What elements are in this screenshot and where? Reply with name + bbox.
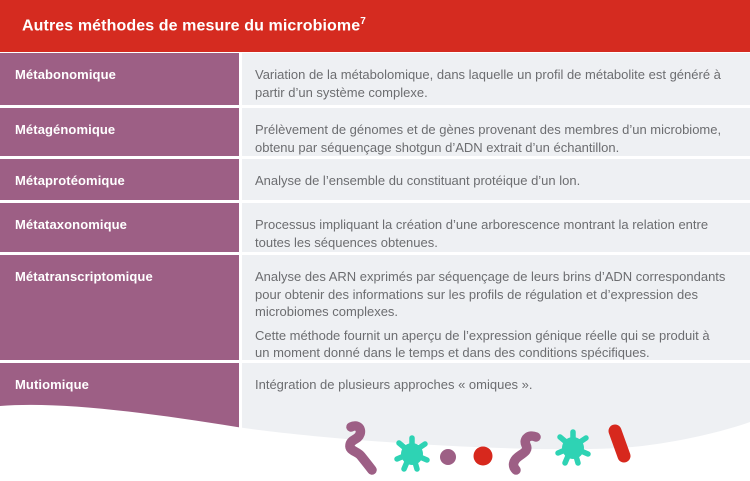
page-title-text: Autres méthodes de mesure du microbiome	[22, 17, 361, 35]
title-footnote-marker: 7	[360, 16, 366, 28]
method-cell: Métataxonomique	[0, 203, 239, 252]
methods-table	[0, 53, 750, 451]
method-cell: Métagénomique	[0, 108, 239, 156]
wave-divider	[0, 395, 750, 481]
method-cell: Métabonomique	[0, 53, 239, 105]
table-row	[0, 255, 750, 360]
description-cell	[242, 203, 750, 252]
method-cell: Métatranscriptomique	[0, 255, 239, 360]
description-paragraph: Prélèvement de génomes et de gènes provenant des membres d’un microbiome, obtenu par séquençage shotgun d’ADN extrait d’un échantillon.	[255, 122, 722, 155]
description-cell	[242, 255, 750, 360]
description-paragraph: Variation de la métabolomique, dans laquelle un profil de métabolite est généré à partir d’un système complexe.	[255, 67, 721, 100]
description-paragraph: Processus impliquant la création d’une arborescence montrant la relation entre toutes les séquences obtenues.	[255, 217, 709, 250]
table-row	[0, 108, 750, 156]
description-cell	[242, 108, 750, 156]
description-cell	[242, 53, 750, 105]
description-paragraph: Analyse de l’ensemble du constituant protéique d’un lon.	[255, 173, 581, 188]
table-row	[0, 203, 750, 252]
header-bar	[0, 0, 750, 52]
description-paragraph: Intégration de plusieurs approches « omiques ».	[255, 377, 533, 392]
method-cell: Métaprotéomique	[0, 159, 239, 200]
method-cell: Mutiomique	[0, 363, 239, 451]
page-title	[22, 16, 366, 35]
table-row	[0, 53, 750, 105]
description-paragraph: Cette méthode fournit un aperçu de l’expression génique réelle qui se produit à un moment donné dans le temps et dans des conditions spécifiques.	[255, 327, 710, 360]
table-row	[0, 159, 750, 200]
description-paragraph: Analyse des ARN exprimés par séquençage de leurs brins d’ADN correspondants pour obtenir des informations sur les profils de régulation et d’expression des microbiomes complexes.	[255, 269, 726, 319]
description-cell	[242, 159, 750, 200]
